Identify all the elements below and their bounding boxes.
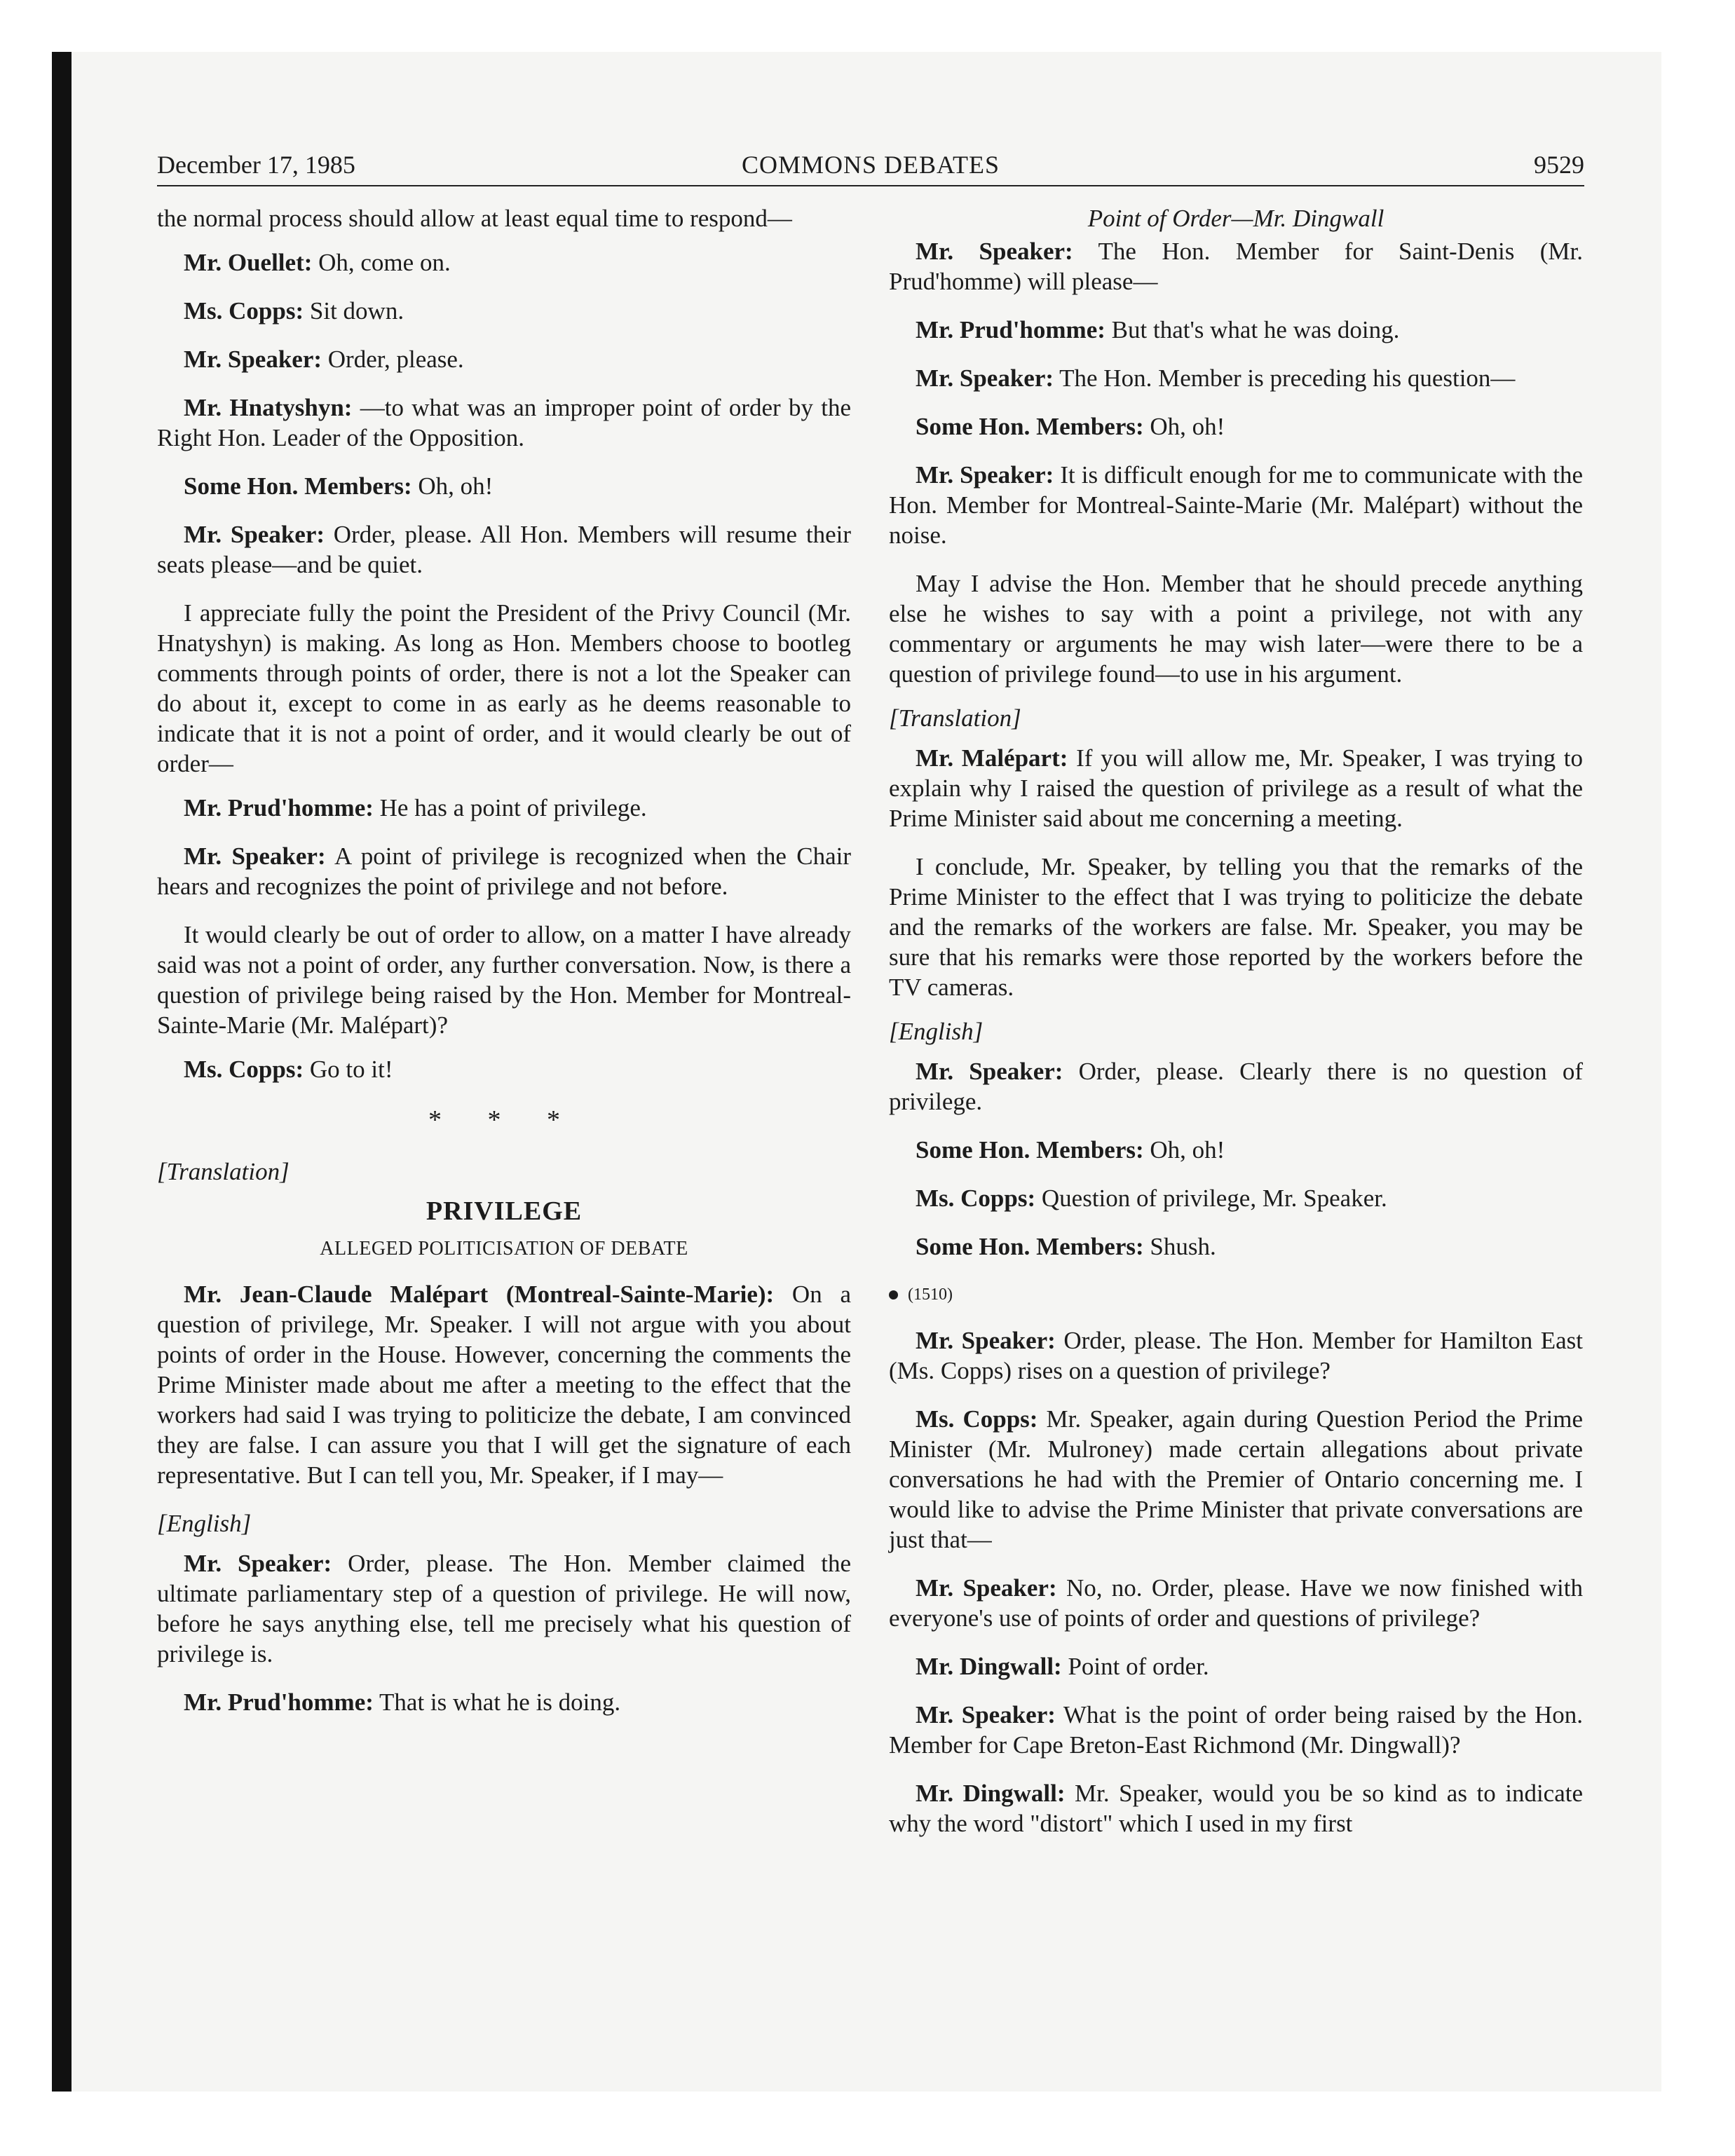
- speech-text: He has a point of privilege.: [373, 794, 647, 821]
- speaker-turn: [889, 411, 1583, 442]
- page-number: 9529: [1534, 151, 1584, 179]
- header-title: COMMONS DEBATES: [741, 151, 1000, 179]
- speaker-turn: [157, 1279, 851, 1490]
- speaker-name: Mr. Dingwall:: [916, 1780, 1066, 1807]
- scan-edge: [52, 52, 72, 2092]
- section-subheading: ALLEGED POLITICISATION OF DEBATE: [320, 1238, 688, 1260]
- speaker-turn: [157, 519, 851, 580]
- speech-text: It is difficult enough for me to communicate with the Hon. Member for Montreal-Sainte-Marie (Mr. Malépart) without the noise.: [889, 461, 1583, 549]
- speaker-turn: [889, 743, 1583, 833]
- speaker-turn: [889, 1778, 1583, 1838]
- speaker-name: Ms. Copps:: [184, 297, 304, 325]
- speech-text: On a question of privilege, Mr. Speaker. I will not argue with you about points of order in the House. However, concerning the comments the Prime Minister made about me after a meeting to the effect that the workers had said I was trying to politicize the debate, I am convinced they are false. I can assure you that I will get the signature of each representative. But I can tell you, Mr. Speaker, if I may—: [157, 1281, 851, 1489]
- speaker-turn: [157, 793, 851, 823]
- speaker-turn: [157, 393, 851, 453]
- right-column: [889, 203, 1583, 1857]
- speaker-turn: [889, 1404, 1583, 1555]
- speech-text: Order, please. The Hon. Member for Hamilton East (Ms. Copps) rises on a question of privilege?: [889, 1327, 1583, 1384]
- language-marker: [English]: [889, 1018, 984, 1045]
- speaker-name: Ms. Copps:: [184, 1056, 304, 1083]
- speech-text: A point of privilege is recognized when the Chair hears and recognizes the point of privilege and not before.: [157, 842, 851, 900]
- section-title: PRIVILEGE: [426, 1196, 583, 1226]
- speaker-name: Mr. Speaker:: [184, 521, 325, 548]
- left-column: [157, 203, 851, 1735]
- speaker-turn: [889, 1231, 1583, 1262]
- header-rule: [157, 185, 1584, 186]
- speaker-turn: [889, 1135, 1583, 1165]
- section-separator: * * *: [428, 1105, 580, 1135]
- language-marker: [Translation]: [157, 1158, 290, 1185]
- bullet-icon: [889, 1290, 898, 1299]
- speaker-name: Mr. Speaker:: [916, 364, 1054, 392]
- speaker-name: Some Hon. Members:: [184, 472, 412, 500]
- speech-text: Oh, oh!: [411, 472, 494, 500]
- speaker-turn: [889, 236, 1583, 296]
- speaker-name: Ms. Copps:: [916, 1405, 1038, 1433]
- speaker-name: Mr. Speaker:: [916, 1058, 1063, 1085]
- speaker-turn: [889, 363, 1583, 393]
- speech-text: Oh, oh!: [1143, 413, 1225, 440]
- speaker-name: Mr. Speaker:: [916, 1327, 1056, 1354]
- speech-text: Order, please. Clearly there is no question of privilege.: [889, 1058, 1583, 1115]
- speech-text: But that's what he was doing.: [1105, 316, 1400, 343]
- paragraph: the normal process should allow at least equal time to respond—: [157, 205, 792, 232]
- speech-text: —to what was an improper point of order by the Right Hon. Leader of the Opposition.: [157, 394, 851, 451]
- speaker-turn: [157, 1687, 851, 1717]
- speaker-turn: [889, 315, 1583, 345]
- speech-text: Point of order.: [1061, 1653, 1209, 1680]
- running-head: Point of Order—Mr. Dingwall: [1087, 205, 1384, 232]
- speaker-turn: [157, 1548, 851, 1669]
- speaker-name: Mr. Speaker:: [184, 1550, 332, 1577]
- speaker-turn: [889, 1056, 1583, 1117]
- speech-text: Order, please. All Hon. Members will resume their seats please—and be quiet.: [157, 521, 851, 578]
- speech-text: Go to it!: [304, 1056, 393, 1083]
- speech-text: Oh, oh!: [1143, 1136, 1225, 1164]
- speaker-turn: [889, 460, 1583, 550]
- speech-text: Oh, come on.: [312, 249, 451, 276]
- speech-text: That is what he is doing.: [373, 1688, 621, 1716]
- speech-text: The Hon. Member is preceding his question—: [1054, 364, 1516, 392]
- speech-text: If you will allow me, Mr. Speaker, I was trying to explain why I raised the question of privilege as a result of what the Prime Minister said about me concerning a meeting.: [889, 744, 1584, 832]
- paragraph: May I advise the Hon. Member that he should precede anything else he wishes to say with a point a privilege, not with any commentary or arguments he may wish later—were there to be a question of privilege found—to use in his argument.: [889, 570, 1583, 688]
- language-marker: [Translation]: [889, 704, 1021, 732]
- time-marker-text: (1510): [908, 1285, 953, 1304]
- header-date: December 17, 1985: [157, 151, 355, 179]
- speaker-turn: [889, 1573, 1583, 1633]
- language-marker: [English]: [157, 1510, 252, 1537]
- speaker-name: Mr. Hnatyshyn:: [184, 394, 353, 421]
- speaker-name: Mr. Speaker:: [916, 238, 1073, 265]
- speaker-name: Mr. Dingwall:: [916, 1653, 1062, 1680]
- speech-text: Mr. Speaker, again during Question Period the Prime Minister (Mr. Mulroney) made certain allegations about private conversations he had with the Premier of Ontario concerning me. I would like to advise the Prime Minister that private conversations are just that—: [889, 1405, 1584, 1553]
- paragraph: It would clearly be out of order to allow, on a matter I have already said was not a point of order, any further conversation. Now, is there a question of privilege being raised by the Hon. Member for Montreal-Sainte-Marie (Mr. Malépart)?: [157, 921, 851, 1039]
- speaker-turn: [157, 296, 851, 326]
- speech-text: Order, please.: [322, 346, 464, 373]
- speaker-name: Some Hon. Members:: [916, 1136, 1144, 1164]
- speech-text: Sit down.: [304, 297, 404, 325]
- time-marker: [889, 1280, 1583, 1310]
- speech-text: No, no. Order, please. Have we now finished with everyone's use of points of order and questions of privilege?: [889, 1574, 1584, 1632]
- speaker-name: Some Hon. Members:: [916, 413, 1144, 440]
- speaker-name: Mr. Prud'homme:: [184, 794, 374, 821]
- paragraph: I appreciate fully the point the President of the Privy Council (Mr. Hnatyshyn) is making. As long as Hon. Members choose to bootleg comments through points of order, there is not a lot the Speaker can do about it, except to come in as early as he deems reasonable to indicate that it is not a point of order, and it would clearly be out of order—: [157, 599, 851, 777]
- speaker-name: Ms. Copps:: [916, 1185, 1036, 1212]
- speaker-name: Mr. Speaker:: [184, 346, 322, 373]
- speech-text: Mr. Speaker, would you be so kind as to indicate why the word "distort" which I used in my first: [889, 1780, 1583, 1837]
- speaker-name: Mr. Ouellet:: [184, 249, 313, 276]
- speaker-turn: [157, 471, 851, 501]
- speaker-turn: [889, 1183, 1583, 1213]
- speaker-name: Mr. Prud'homme:: [184, 1688, 374, 1716]
- speaker-turn: [157, 344, 851, 374]
- speech-text: Shush.: [1143, 1233, 1216, 1260]
- speaker-name: Mr. Speaker:: [184, 842, 326, 870]
- speaker-name: Mr. Speaker:: [916, 461, 1054, 489]
- speaker-name: Mr. Speaker:: [916, 1574, 1057, 1602]
- speaker-name: Some Hon. Members:: [916, 1233, 1144, 1260]
- speech-text: Question of privilege, Mr. Speaker.: [1035, 1185, 1387, 1212]
- speaker-turn: [157, 841, 851, 901]
- speech-text: What is the point of order being raised by the Hon. Member for Cape Breton-East Richmond (Mr. Dingwall)?: [889, 1701, 1584, 1759]
- speech-text: Order, please. The Hon. Member claimed the ultimate parliamentary step of a question of privilege. He will now, before he says anything else, tell me precisely what his question of privilege is.: [157, 1550, 851, 1667]
- speaker-turn: [157, 1054, 851, 1084]
- speaker-name: Mr. Speaker:: [916, 1701, 1056, 1728]
- speaker-turn: [889, 1700, 1583, 1760]
- speaker-turn: [889, 1651, 1583, 1681]
- speaker-name: Mr. Jean-Claude Malépart (Montreal-Sainte-Marie):: [184, 1281, 775, 1308]
- speaker-turn: [157, 247, 851, 278]
- speaker-turn: [889, 1325, 1583, 1386]
- speaker-name: Mr. Prud'homme:: [916, 316, 1105, 343]
- speaker-name: Mr. Malépart:: [916, 744, 1068, 772]
- speech-text: The Hon. Member for Saint-Denis (Mr. Prud'homme) will please—: [889, 238, 1583, 295]
- page-header: [157, 150, 1584, 182]
- paragraph: I conclude, Mr. Speaker, by telling you that the remarks of the Prime Minister to the effect that I was trying to politicize the debate and the remarks of the workers are false. Mr. Speaker, you may be sure that his remarks were those reported by the workers before the TV cameras.: [889, 853, 1583, 1001]
